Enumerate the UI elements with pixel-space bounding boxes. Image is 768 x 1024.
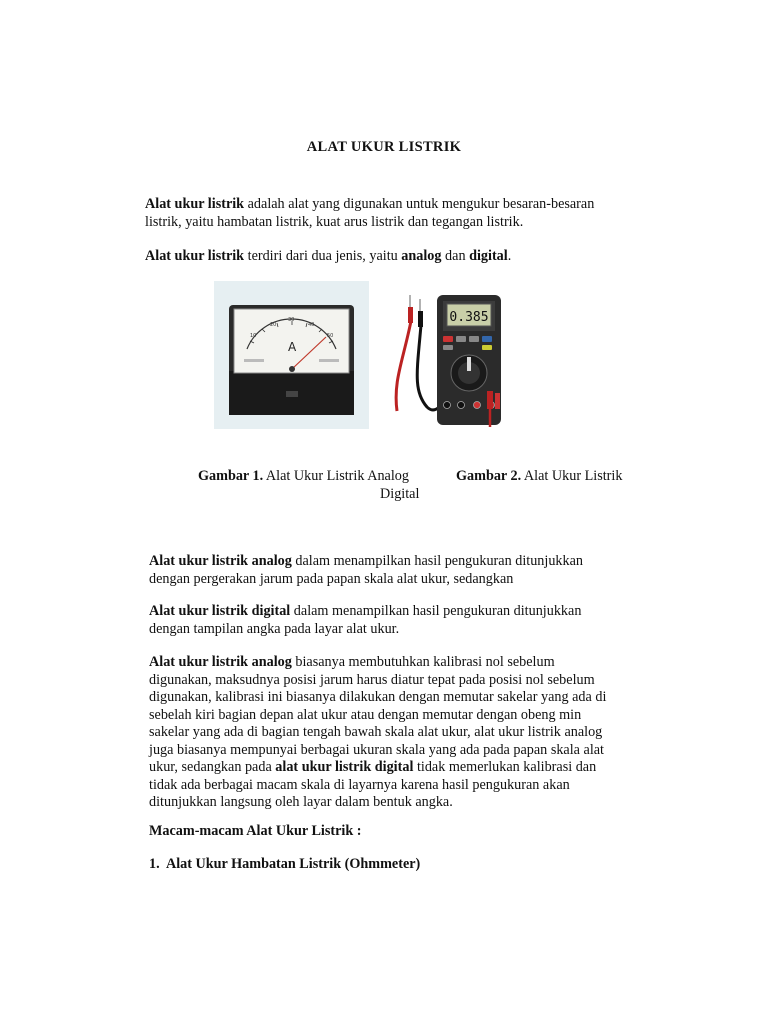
display-value: 0.385: [449, 310, 489, 325]
list-item: 1. Alat Ukur Hambatan Listrik (Ohmmeter): [149, 856, 421, 872]
intro-paragraph: Alat ukur listrik adalah alat yang digunakan untuk mengukur besaran-besaran listrik, yaitu hambatan listrik, kuat arus listrik dan tegangan listrik.: [145, 196, 595, 230]
analog-meter-image: [214, 281, 369, 429]
scale-label: 20: [270, 322, 277, 328]
digital-paragraph: Alat ukur listrik digital dalam menampilkan hasil pengukuran ditunjukkan dengan tampilan angka pada layar alat ukur.: [149, 603, 582, 637]
figure-2-caption: Gambar 2. Alat Ukur Listrik: [456, 468, 623, 484]
scale-label: 10: [250, 333, 257, 339]
types-paragraph: Alat ukur listrik terdiri dari dua jenis, yaitu analog dan digital.: [145, 248, 512, 264]
term-bold: Alat ukur listrik: [145, 196, 245, 212]
scale-label: 40: [308, 322, 315, 328]
scale-label: 30: [288, 317, 295, 323]
scale-label: 50: [327, 333, 334, 339]
figure-1-caption-line2: Digital: [380, 486, 420, 502]
digital-multimeter-image: [383, 281, 515, 429]
figure-1-caption: Gambar 1. Alat Ukur Listrik Analog: [198, 468, 409, 484]
analog-paragraph: Alat ukur listrik analog dalam menampilkan hasil pengukuran ditunjukkan dengan pergerakan jarum pada papan skala alat ukur, sedangkan: [149, 553, 583, 587]
unit-label: A: [288, 340, 297, 354]
calibration-paragraph: Alat ukur listrik analog biasanya membutuhkan kalibrasi nol sebelum digunakan, maksudnya posisi jarum harus diatur tepat pada posisi nol sebelum digunakan, kalibrasi ini biasanya dilakukan dengan memutar sakelar yang ada di sebelah kiri bagian depan alat ukur atau dengan memutar dengan obeng min sakelar yang ada di bagian tengah bawah skala alat ukur, alat ukur listrik analog juga biasanya mempunyai berbagai ukuran skala yang ada pada papan skala alat ukur, sedangkan pada alat ukur listrik digital tidak memerlukan kalibrasi dan tidak ada berbagai macam skala di layarnya karena hasil pengukuran akan ditunjukkan langsung oleh layar dalam bentuk angka.: [149, 654, 607, 810]
section-heading: Macam-macam Alat Ukur Listrik :: [149, 823, 362, 839]
page-title: ALAT UKUR LISTRIK: [306, 139, 462, 155]
